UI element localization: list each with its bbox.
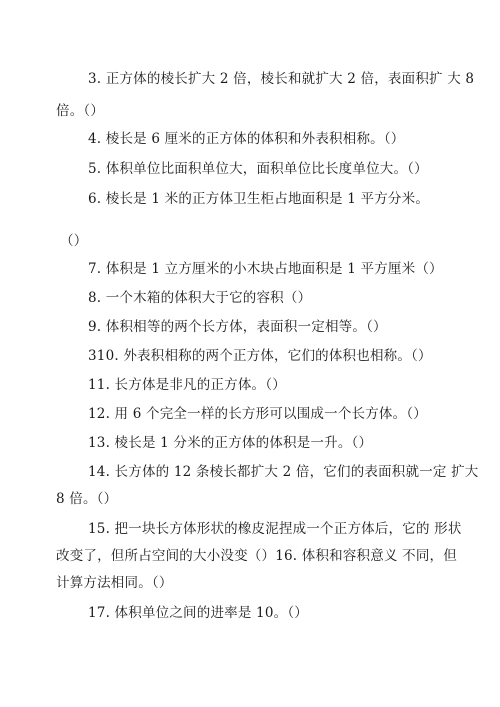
question-17: 17. 体积单位之间的进率是 10。（） (88, 605, 308, 621)
question-10: 310. 外表积相称的两个正方体，它们的体积也相称。（） (88, 348, 432, 364)
question-3-line-1: 3. 正方体的棱长扩大 2 倍，棱长和就扩大 2 倍，表面积扩 大 8 (88, 71, 475, 87)
question-14-line-1: 14. 长方体的 12 条棱长都扩大 2 倍，它们的表面积就一定 扩大 (88, 464, 479, 480)
question-6-line-1: 6. 棱长是 1 米的正方体卫生柜占地面积是 1 平方分米。 (88, 191, 430, 207)
question-5: 5. 体积单位比面积单位大，面积单位比长度单位大。（） (88, 161, 428, 177)
question-16-line-2: 计算方法相同。（） (56, 575, 173, 591)
question-4: 4. 棱长是 6 厘米的正方体的体积和外表积相称。（） (88, 131, 405, 147)
question-9: 9. 体积相等的两个长方体，表面积一定相等。（） (88, 319, 387, 335)
question-6-line-2: （） (60, 233, 88, 249)
question-12: 12. 用 6 个完全一样的长方形可以围成一个长方体。（） (88, 406, 427, 422)
question-7: 7. 体积是 1 立方厘米的小木块占地面积是 1 平方厘米（） (88, 261, 443, 277)
question-8: 8. 一个木箱的体积大于它的容积（） (88, 290, 312, 306)
question-15-line-1: 15. 把一块长方体形状的橡皮泥捏成一个正方体后，它的 形状 (88, 521, 462, 537)
question-13: 13. 棱长是 1 分米的正方体的体积是一升。（） (88, 435, 373, 451)
question-14-line-2: 8 倍。（） (56, 491, 118, 507)
question-11: 11. 长方体是非凡的正方体。（） (88, 377, 286, 393)
question-3-line-2: 倍。（） (56, 103, 105, 119)
question-15-line-2: 改变了，但所占空间的大小没变（）16. 体积和容积意义 不同，但 (56, 548, 457, 564)
